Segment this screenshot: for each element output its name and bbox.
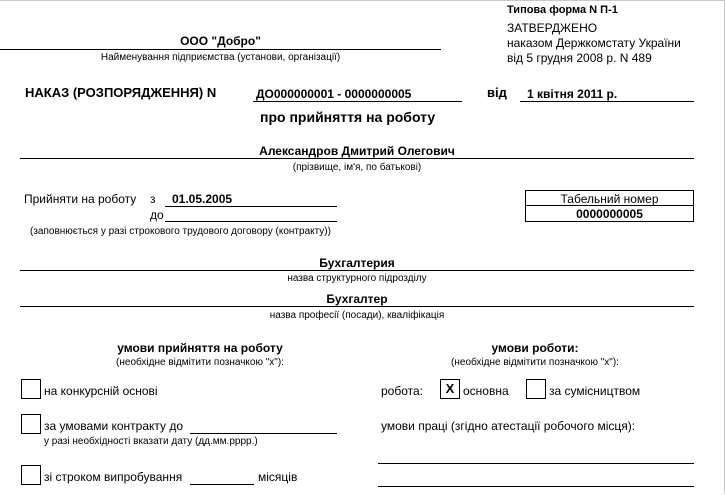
- labor-conditions-line-1: [378, 463, 694, 464]
- probation-suffix: місяців: [258, 470, 298, 484]
- employee-name: Александров Дмитрий Олегович: [259, 144, 455, 158]
- main-work-label: основна: [463, 384, 509, 398]
- department-line: [20, 270, 694, 271]
- hire-conditions-title: умови прийняття на роботу: [117, 341, 283, 355]
- employee-name-line: [20, 158, 694, 159]
- order-number-line: [253, 101, 462, 102]
- order-date-label: від: [487, 85, 507, 100]
- order-number: ДО000000001 - 0000000005: [256, 87, 412, 101]
- probation-months-line: [190, 484, 254, 485]
- hire-conditions-hint: (необхідне відмітити позначкою "х"):: [116, 357, 284, 368]
- work-conditions-hint: (необхідне відмітити позначкою "х"):: [451, 357, 619, 368]
- org-name: ООО "Добро": [180, 34, 261, 48]
- tab-number-value: 0000000005: [576, 207, 643, 221]
- approved-by: наказом Держкомстату України: [507, 36, 681, 50]
- order-label: НАКАЗ (РОЗПОРЯДЖЕННЯ) N: [25, 85, 217, 100]
- competitive-label: на конкурсній основі: [44, 384, 158, 398]
- approved-label: ЗАТВЕРДЖЕНО: [507, 21, 598, 35]
- order-date: 1 квітня 2011 р.: [527, 87, 618, 101]
- labor-conditions-line-2: [378, 486, 694, 487]
- work-label: робота:: [381, 384, 423, 398]
- department-caption: назва структурного підрозділу: [287, 273, 427, 284]
- contract-checkbox[interactable]: [21, 414, 41, 434]
- contract-note: (заповнюється у разі строкового трудового договору (контракту)): [30, 226, 331, 237]
- contract-date-note: у разі необхідності вказати дату (дд.мм.рррр.): [44, 436, 258, 447]
- part-time-label: за сумісництвом: [549, 384, 641, 398]
- labor-conditions-label: умови праці (згідно атестації робочого місця):: [381, 419, 636, 433]
- hire-label: Прийняти на роботу: [24, 192, 137, 206]
- probation-prefix: зі строком випробування: [44, 470, 183, 484]
- position-caption: назва професії (посади), кваліфікація: [269, 310, 445, 321]
- org-caption: Найменування підприємства (установи, організації): [100, 52, 341, 63]
- from-label: з: [150, 192, 156, 206]
- contract-label: за умовами контракту до: [44, 419, 184, 433]
- part-time-checkbox[interactable]: [526, 379, 546, 399]
- from-date-line: [165, 206, 337, 207]
- approved-date: від 5 грудня 2008 р. N 489: [507, 51, 652, 65]
- tab-number-label: Табельний номер: [560, 192, 659, 206]
- form-type-title: Типова форма N П-1: [507, 4, 618, 16]
- order-date-line: [520, 101, 694, 102]
- probation-checkbox[interactable]: [21, 465, 41, 485]
- order-subject: про прийняття на роботу: [260, 109, 436, 125]
- org-name-line: [0, 49, 441, 50]
- work-conditions-title: умови роботи:: [491, 341, 579, 355]
- competitive-checkbox[interactable]: [21, 379, 41, 399]
- contract-date-line: [190, 433, 337, 434]
- to-label: до: [150, 208, 164, 222]
- position-line: [20, 306, 694, 307]
- main-work-checkbox[interactable]: X: [440, 379, 460, 399]
- department-name: Бухгалтерия: [319, 256, 395, 270]
- employee-name-caption: (прізвище, ім'я, по батькові): [292, 162, 422, 173]
- to-date-line: [165, 221, 337, 222]
- from-date: 01.05.2005: [172, 192, 233, 206]
- position-name: Бухгалтер: [326, 292, 388, 306]
